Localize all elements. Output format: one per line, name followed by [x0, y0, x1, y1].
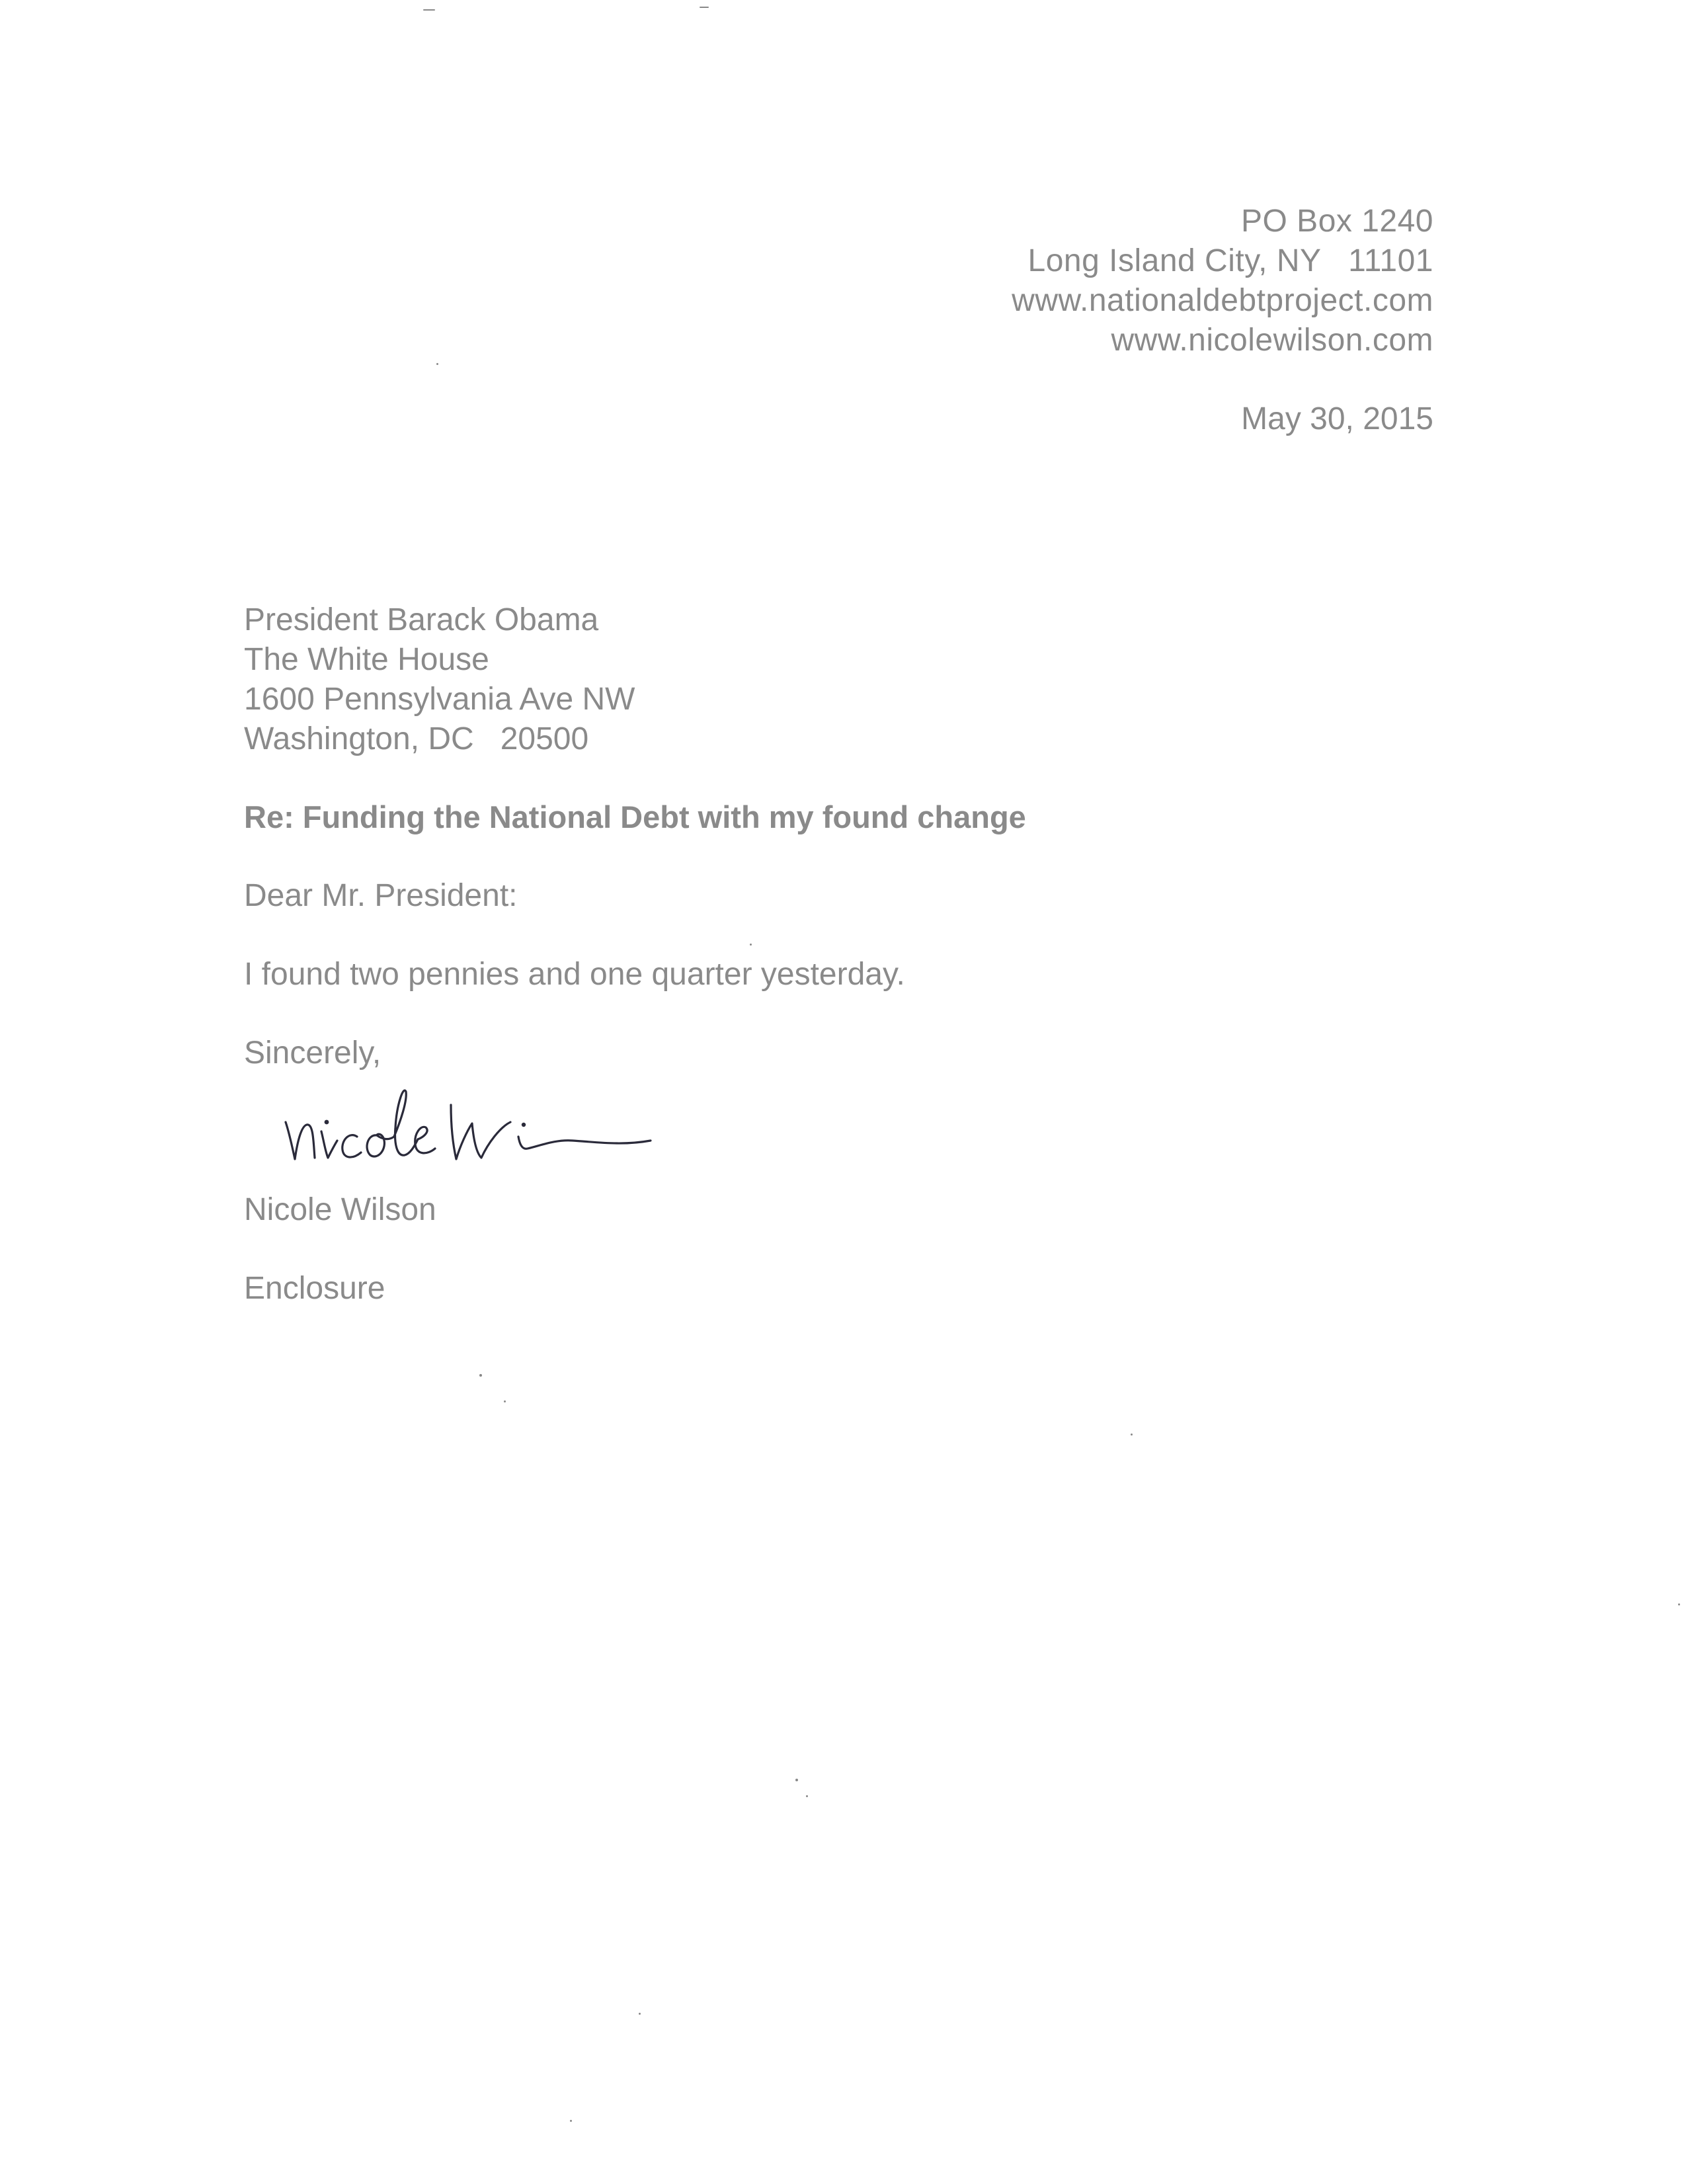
scan-speck	[750, 944, 752, 946]
scan-speck	[639, 2013, 641, 2015]
letter-date: May 30, 2015	[1241, 401, 1433, 436]
enclosure-note: Enclosure	[244, 1271, 385, 1306]
scan-speck	[795, 1779, 798, 1781]
recipient-organization: The White House	[244, 642, 489, 677]
signer-name: Nicole Wilson	[244, 1192, 436, 1227]
sender-po-box: PO Box 1240	[1240, 204, 1433, 239]
closing: Sincerely,	[244, 1035, 381, 1071]
salutation: Dear Mr. President:	[244, 878, 518, 913]
scan-speck	[1678, 1603, 1680, 1605]
recipient-city: Washington, DC 20500	[244, 721, 589, 756]
sender-website-1: www.nationaldebtproject.com	[1012, 283, 1433, 318]
recipient-street: 1600 Pennsylvania Ave NW	[244, 682, 635, 717]
scan-speck	[1131, 1434, 1133, 1436]
sender-website-2: www.nicolewilson.com	[1111, 323, 1433, 358]
handwritten-signature	[278, 1068, 668, 1174]
recipient-name: President Barack Obama	[244, 602, 599, 637]
scan-speck	[700, 7, 709, 8]
scan-speck	[504, 1400, 506, 1402]
sender-city-line: Long Island City, NY 11101	[1027, 243, 1433, 278]
sender-address-block	[1012, 202, 1433, 360]
recipient-address-block	[244, 600, 635, 759]
scan-speck	[570, 2120, 572, 2122]
scan-speck	[479, 1374, 482, 1377]
subject-line: Re: Funding the National Debt with my found change	[244, 799, 1026, 834]
scan-speck	[806, 1795, 808, 1797]
scan-speck	[423, 9, 435, 11]
scan-speck	[436, 363, 438, 365]
letter-body: I found two pennies and one quarter yesterday.	[244, 957, 905, 992]
